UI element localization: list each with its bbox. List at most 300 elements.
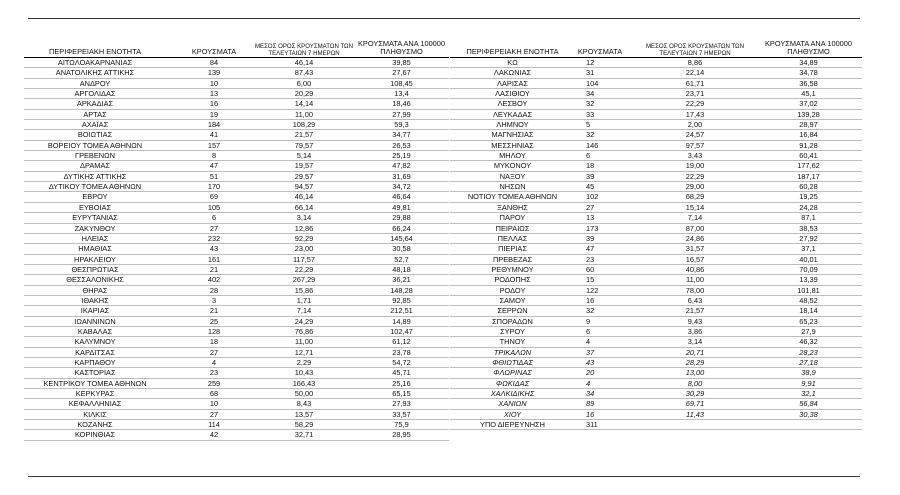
cases-cell: 21 — [209, 264, 219, 274]
cases-cell: 27 — [209, 409, 219, 419]
table-row — [450, 89, 862, 99]
avg7-cell: 17,43 — [685, 109, 705, 119]
table-row — [24, 379, 449, 389]
cases-cell: 139 — [207, 68, 221, 78]
table-row — [24, 317, 449, 327]
per100k-cell: 34,78 — [799, 68, 818, 78]
avg7-cell: 19,57 — [294, 161, 314, 171]
table-row — [24, 234, 449, 244]
cases-cell: 47 — [209, 161, 219, 171]
region-cell: ΠΕΛΛΑΣ — [497, 233, 528, 243]
table-row — [450, 379, 862, 389]
per100k-cell: 40,01 — [799, 254, 818, 264]
avg7-cell: 21,57 — [685, 306, 705, 316]
per100k-cell: 16,84 — [799, 130, 818, 140]
cases-cell: 128 — [207, 326, 221, 336]
cases-cell: 41 — [209, 130, 219, 140]
per100k-cell: 56,84 — [799, 399, 818, 409]
region-cell: ΠΕΙΡΑΙΩΣ — [495, 223, 530, 233]
avg7-cell: 6,00 — [296, 78, 312, 88]
region-cell: ΚΕΝΤΡΙΚΟΥ ΤΟΜΕΑ ΑΘΗΝΩΝ — [43, 378, 147, 388]
avg7-cell: 11,00 — [295, 109, 313, 119]
region-cell: ΛΑΣΙΘΙΟΥ — [495, 89, 530, 99]
avg7-cell: 46,14 — [294, 58, 314, 67]
cases-cell: 27 — [586, 202, 595, 212]
per100k-cell: 25,16 — [392, 378, 411, 388]
table-row — [450, 172, 862, 182]
region-cell: ΒΟΡΕΙΟΥ ΤΟΜΕΑ ΑΘΗΝΩΝ — [47, 140, 143, 150]
cases-cell: 27 — [209, 223, 219, 233]
per100k-cell: 108,45 — [390, 78, 413, 88]
region-cell: ΧΑΝΙΩΝ — [498, 399, 527, 409]
table-body — [450, 57, 862, 430]
cases-cell: 39 — [586, 171, 595, 181]
table-row — [24, 151, 449, 161]
avg7-cell: 31,57 — [685, 244, 705, 254]
cases-cell: 39 — [586, 233, 595, 243]
avg7-cell: 21,57 — [294, 130, 314, 140]
cases-cell: 47 — [586, 244, 595, 254]
per100k-cell: 65,23 — [799, 316, 818, 326]
avg7-cell: 166,43 — [292, 378, 316, 388]
region-cell: ΚΕΡΚΥΡΑΣ — [75, 389, 115, 398]
cases-cell: 4 — [586, 337, 591, 347]
table-row — [450, 306, 862, 316]
cases-cell: 34 — [586, 389, 595, 398]
region-cell: ΛΑΚΩΝΙΑΣ — [493, 68, 532, 78]
region-cell: ΑΙΤΩΛΟΑΚΑΡΝΑΝΙΑΣ — [57, 58, 133, 67]
cases-cell: 45 — [586, 182, 595, 192]
region-cell: ΤΡΙΚΑΛΩΝ — [493, 347, 532, 357]
table-row — [450, 286, 862, 296]
avg7-cell: 23,00 — [294, 244, 314, 254]
cases-cell: 5 — [586, 120, 591, 130]
avg7-cell: 15,86 — [294, 285, 314, 295]
avg7-cell: 94,57 — [294, 182, 314, 192]
region-cell: ΜΗΛΟΥ — [499, 151, 526, 161]
cases-cell: 43 — [586, 357, 595, 367]
region-cell: ΘΕΣΣΑΛΟΝΙΚΗΣ — [66, 275, 124, 285]
per100k-cell: 60,28 — [799, 182, 818, 192]
region-cell: ΕΥΒΟΙΑΣ — [78, 202, 112, 212]
avg7-cell: 68,29 — [685, 192, 705, 202]
header-avg7: ΜΕΣΟΣ ΟΡΟΣ ΚΡΟΥΣΜΑΤΩΝ ΤΩΝ ΤΕΛΕΥΤΑΙΩΝ 7 ΗΜΕΡΩΝ — [645, 43, 745, 57]
table-row — [24, 224, 449, 234]
cases-cell: 259 — [207, 378, 221, 388]
table-row — [450, 296, 862, 306]
table-row — [24, 389, 449, 399]
per100k-cell: 87,1 — [801, 213, 816, 223]
region-cell: ΠΡΕΒΕΖΑΣ — [492, 254, 533, 264]
table-row — [24, 79, 449, 89]
avg7-cell: 20,29 — [294, 89, 314, 99]
cases-cell: 6 — [211, 213, 217, 223]
region-cell: ΚΕΦΑΛΛΗΝΙΑΣ — [68, 399, 122, 409]
table-row — [450, 234, 862, 244]
per100k-cell: 13,39 — [799, 275, 818, 285]
per100k-cell: 27,92 — [799, 233, 818, 243]
table-row — [24, 130, 449, 140]
table-row — [450, 130, 862, 140]
table-row — [450, 224, 862, 234]
per100k-cell: 91,28 — [799, 140, 818, 150]
per100k-cell: 25,19 — [392, 151, 411, 161]
region-cell: ΑΧΑΪΑΣ — [81, 120, 109, 130]
table-body — [24, 57, 449, 441]
per100k-cell: 27,99 — [392, 109, 411, 119]
table-row — [450, 317, 862, 327]
cases-cell: 37 — [586, 347, 595, 357]
avg7-cell: 97,57 — [685, 140, 705, 150]
table-row — [450, 410, 862, 420]
avg7-cell: 15,14 — [685, 202, 705, 212]
avg7-cell: 12,86 — [294, 223, 314, 233]
avg7-cell: 8,86 — [687, 58, 703, 67]
region-cell: ΡΟΔΟΠΗΣ — [494, 275, 531, 285]
per100k-cell: 187,17 — [797, 171, 820, 181]
avg7-cell: 10,43 — [294, 368, 314, 378]
per100k-cell: 14,89 — [392, 316, 411, 326]
table-row — [24, 296, 449, 306]
cases-cell: 173 — [586, 223, 599, 233]
region-cell: ΖΑΚΥΝΘΟΥ — [74, 223, 116, 233]
table-row — [450, 79, 862, 89]
per100k-cell: 29,88 — [392, 213, 411, 223]
header-per100k: ΚΡΟΥΣΜΑΤΑ ΑΝΑ 100000 ΠΛΗΘΥΣΜΟ — [357, 38, 446, 57]
avg7-cell: 11,43 — [686, 409, 704, 419]
per100k-cell: 39,85 — [392, 58, 411, 67]
per100k-cell: 102,47 — [390, 326, 413, 336]
per100k-cell: 28,95 — [392, 430, 411, 440]
cases-cell: 27 — [209, 347, 219, 357]
header-cases: ΚΡΟΥΣΜΑΤΑ — [191, 47, 237, 57]
region-cell: ΑΡΓΟΛΙΔΑΣ — [74, 89, 116, 99]
avg7-cell: 46,14 — [294, 192, 314, 202]
cases-cell: 68 — [209, 389, 219, 398]
cases-cell: 146 — [586, 140, 599, 150]
region-cell: ΑΡΚΑΔΙΑΣ — [76, 99, 114, 109]
per100k-cell: 47,82 — [392, 161, 411, 171]
cases-cell: 13 — [209, 89, 219, 99]
avg7-cell: 6,43 — [687, 295, 703, 305]
table-row — [24, 68, 449, 78]
region-cell: ΙΚΑΡΙΑΣ — [80, 306, 110, 316]
region-cell: ΔΥΤΙΚΟΥ ΤΟΜΕΑ ΑΘΗΝΩΝ — [48, 182, 142, 192]
table-row — [24, 182, 449, 192]
cases-cell: 9 — [586, 316, 591, 326]
per100k-cell: 18,14 — [799, 306, 818, 316]
per100k-cell: 48,18 — [392, 264, 411, 274]
avg7-cell: 14,14 — [294, 99, 314, 109]
cases-cell: 25 — [209, 316, 219, 326]
table-row — [450, 213, 862, 223]
avg7-cell: 2,29 — [296, 357, 312, 367]
per100k-cell: 148,28 — [390, 285, 413, 295]
per100k-cell: 48,52 — [799, 295, 818, 305]
table-row — [24, 275, 449, 285]
table-row — [24, 120, 449, 130]
region-cell: ΛΑΡΙΣΑΣ — [497, 78, 528, 88]
region-cell: ΓΡΕΒΕΝΩΝ — [75, 151, 115, 161]
avg7-cell: 5,14 — [296, 151, 312, 161]
table-row — [24, 172, 449, 182]
avg7-cell: 23,71 — [685, 89, 705, 99]
cases-cell: 10 — [209, 399, 219, 409]
table-row — [24, 203, 449, 213]
avg7-cell: 3,43 — [687, 151, 703, 161]
cases-cell: 89 — [586, 399, 595, 409]
cases-cell: 69 — [209, 192, 219, 202]
cases-cell: 15 — [586, 275, 595, 285]
per100k-cell: 145,64 — [390, 233, 413, 243]
cases-cell: 18 — [209, 337, 219, 347]
region-cell: ΣΕΡΡΩΝ — [497, 306, 528, 316]
cases-cell: 114 — [208, 420, 220, 430]
cases-cell: 84 — [209, 58, 219, 67]
region-cell: ΘΕΣΠΡΩΤΙΑΣ — [71, 264, 119, 274]
per100k-cell: 92,85 — [392, 295, 411, 305]
avg7-cell: 267,29 — [292, 275, 316, 285]
avg7-cell: 117,57 — [292, 254, 316, 264]
top-rule — [28, 18, 860, 19]
table-row — [24, 358, 449, 368]
region-cell: ΒΟΙΩΤΙΑΣ — [77, 130, 113, 140]
region-cell: ΠΙΕΡΙΑΣ — [498, 244, 527, 254]
per100k-cell: 45,71 — [392, 368, 411, 378]
avg7-cell: 22,14 — [685, 68, 705, 78]
regional-cases-table-right — [450, 38, 862, 430]
avg7-cell: 13,00 — [685, 368, 705, 378]
cases-cell: 43 — [209, 244, 219, 254]
avg7-cell: 2,00 — [687, 120, 703, 130]
table-row — [450, 58, 862, 68]
cases-cell: 51 — [209, 171, 219, 181]
cases-cell: 16 — [586, 409, 595, 419]
region-cell: ΗΜΑΘΙΑΣ — [78, 244, 112, 254]
avg7-cell: 30,29 — [685, 389, 705, 398]
region-cell: ΔΡΑΜΑΣ — [80, 161, 110, 171]
region-cell: ΜΑΓΝΗΣΙΑΣ — [491, 130, 534, 140]
cases-cell: 104 — [586, 78, 599, 88]
per100k-cell: 36,58 — [799, 78, 818, 88]
header-avg7: ΜΕΣΟΣ ΟΡΟΣ ΚΡΟΥΣΜΑΤΩΝ ΤΩΝ ΤΕΛΕΥΤΑΙΩΝ 7 ΗΜΕΡΩΝ — [254, 43, 354, 57]
per100k-cell: 34,89 — [799, 58, 818, 67]
cases-cell: 10 — [209, 78, 219, 88]
per100k-cell: 9,91 — [801, 378, 816, 388]
cases-cell: 34 — [586, 89, 595, 99]
avg7-cell: 40,86 — [685, 264, 705, 274]
per100k-cell: 54,72 — [392, 357, 411, 367]
avg7-cell: 66,14 — [294, 202, 314, 212]
region-cell: ΣΑΜΟΥ — [499, 295, 526, 305]
table-row — [24, 410, 449, 420]
region-cell: ΛΗΜΝΟΥ — [496, 120, 529, 130]
cases-cell: 33 — [586, 109, 595, 119]
per100k-cell: 26,53 — [392, 140, 411, 150]
per100k-cell: 33,57 — [392, 409, 411, 419]
table-row — [24, 265, 449, 275]
avg7-cell: 12,71 — [294, 347, 314, 357]
avg7-cell: 7,14 — [687, 213, 703, 223]
cases-cell: 32 — [586, 99, 595, 109]
region-cell: ΣΥΡΟΥ — [500, 326, 525, 336]
per100k-cell: 31,69 — [392, 171, 411, 181]
per100k-cell: 32,1 — [801, 389, 816, 398]
cases-cell: 28 — [209, 285, 219, 295]
table-row — [24, 141, 449, 151]
avg7-cell: 16,57 — [685, 254, 705, 264]
avg7-cell: 87,43 — [294, 68, 314, 78]
table-row — [450, 348, 862, 358]
per100k-cell: 139,28 — [797, 109, 820, 119]
region-cell: ΜΕΣΣΗΝΙΑΣ — [491, 140, 534, 150]
region-cell: ΧΙΟΥ — [503, 409, 522, 419]
avg7-cell: 29,57 — [294, 171, 314, 181]
cases-cell: 170 — [207, 182, 221, 192]
per100k-cell: 46,64 — [392, 192, 411, 202]
per100k-cell: 27,9 — [801, 326, 816, 336]
per100k-cell: 30,58 — [392, 244, 411, 254]
region-cell: ΦΩΚΙΔΑΣ — [495, 378, 530, 388]
avg7-cell: 24,57 — [685, 130, 705, 140]
cases-cell: 19 — [209, 109, 219, 119]
cases-cell: 4 — [211, 357, 217, 367]
per100k-cell: 24,28 — [799, 202, 818, 212]
region-cell: ΠΑΡΟΥ — [499, 213, 526, 223]
avg7-cell: 61,71 — [685, 78, 705, 88]
table-row — [450, 110, 862, 120]
per100k-cell: 177,62 — [797, 161, 820, 171]
region-cell: ΔΥΤΙΚΗΣ ΑΤΤΙΚΗΣ — [63, 171, 127, 181]
region-cell: ΛΕΥΚΑΔΑΣ — [492, 109, 533, 119]
region-cell: ΙΘΑΚΗΣ — [81, 295, 109, 305]
avg7-cell: 22,29 — [685, 171, 705, 181]
table-row — [450, 399, 862, 409]
cases-cell: 13 — [586, 213, 595, 223]
table-row — [24, 192, 449, 202]
cases-cell: 60 — [586, 264, 595, 274]
cases-cell: 157 — [207, 140, 221, 150]
region-cell: ΕΒΡΟΥ — [82, 192, 108, 202]
region-cell: ΝΗΣΩΝ — [499, 182, 526, 192]
region-cell: ΚΟΖΑΝΗΣ — [77, 420, 113, 430]
table-row — [450, 420, 862, 430]
per100k-cell: 38,53 — [799, 223, 818, 233]
table-row — [24, 213, 449, 223]
table-row — [450, 358, 862, 368]
region-cell: ΜΥΚΟΝΟΥ — [493, 161, 532, 171]
avg7-cell: 79,57 — [294, 140, 314, 150]
cases-cell: 105 — [207, 202, 221, 212]
cases-cell: 6 — [586, 326, 591, 336]
avg7-cell: 50,00 — [294, 389, 314, 398]
region-cell: ΚΟΡΙΝΘΙΑΣ — [74, 430, 116, 440]
per100k-cell: 28,97 — [799, 120, 818, 130]
avg7-cell: 3,86 — [687, 326, 703, 336]
table-row — [450, 275, 862, 285]
region-cell: ΝΑΞΟΥ — [499, 171, 526, 181]
cases-cell: 32 — [586, 306, 595, 316]
table-row — [24, 430, 449, 440]
region-cell: ΚΑΡΠΑΘΟΥ — [74, 357, 116, 367]
region-cell: ΚΑΣΤΟΡΙΑΣ — [74, 368, 116, 378]
table-row — [24, 244, 449, 254]
header-region: ΠΕΡΙΦΕΡΕΙΑΚΗ ΕΝΟΤΗΤΑ — [466, 47, 559, 57]
avg7-cell: 8,00 — [687, 378, 703, 388]
table-row — [24, 255, 449, 265]
table-row — [450, 161, 862, 171]
avg7-cell: 1,71 — [296, 295, 312, 305]
region-cell: ΛΕΣΒΟΥ — [497, 99, 528, 109]
table-header — [450, 38, 862, 57]
avg7-cell: 87,00 — [685, 223, 705, 233]
region-cell: ΚΑΡΔΙΤΣΑΣ — [75, 347, 115, 357]
table-row — [24, 399, 449, 409]
table-row — [450, 141, 862, 151]
region-cell: ΑΝΔΡΟΥ — [79, 78, 111, 88]
table-row — [450, 337, 862, 347]
header-cases: ΚΡΟΥΣΜΑΤΑ — [577, 47, 623, 57]
per100k-cell: 65,15 — [392, 389, 411, 398]
per100k-cell: 46,32 — [799, 337, 818, 347]
avg7-cell: 11,00 — [295, 337, 313, 347]
per100k-cell: 30,38 — [799, 409, 818, 419]
region-cell: ΕΥΡΥΤΑΝΙΑΣ — [72, 213, 118, 223]
avg7-cell: 32,71 — [294, 430, 314, 440]
cases-cell: 32 — [586, 130, 595, 140]
cases-cell: 16 — [209, 99, 219, 109]
region-cell: ΦΘΙΩΤΙΔΑΣ — [492, 357, 533, 367]
cases-cell: 184 — [207, 120, 221, 130]
table-row — [24, 368, 449, 378]
cases-cell: 8 — [211, 151, 217, 161]
table-row — [24, 99, 449, 109]
cases-cell: 20 — [586, 368, 595, 378]
region-cell: ΡΕΘΥΜΝΟΥ — [491, 264, 534, 274]
avg7-cell: 24,86 — [685, 233, 705, 243]
per100k-cell: 13,4 — [394, 89, 409, 99]
avg7-cell: 92,29 — [294, 233, 314, 243]
header-per100k: ΚΡΟΥΣΜΑΤΑ ΑΝΑ 100000 ΠΛΗΘΥΣΜΟ — [764, 38, 853, 57]
region-cell: ΝΟΤΙΟΥ ΤΟΜΕΑ ΑΘΗΝΩΝ — [467, 192, 558, 202]
per100k-cell: 36,21 — [392, 275, 411, 285]
table-row — [450, 255, 862, 265]
per100k-cell: 52,7 — [394, 254, 409, 264]
cases-cell: 6 — [586, 151, 591, 161]
region-cell: ΚΩ — [507, 58, 518, 67]
region-cell: ΗΛΕΙΑΣ — [81, 233, 109, 243]
region-cell: ΡΟΔΟΥ — [499, 285, 526, 295]
table-row — [24, 58, 449, 68]
per100k-cell: 27,93 — [392, 399, 411, 409]
table-row — [24, 327, 449, 337]
region-cell: ΘΗΡΑΣ — [82, 285, 108, 295]
avg7-cell: 28,29 — [685, 357, 705, 367]
per100k-cell: 45,1 — [801, 89, 816, 99]
table-row — [450, 151, 862, 161]
per100k-cell: 18,46 — [392, 99, 411, 109]
avg7-cell: 22,29 — [685, 99, 705, 109]
region-cell: ΗΡΑΚΛΕΙΟΥ — [74, 254, 116, 264]
region-cell: ΑΝΑΤΟΛΙΚΗΣ ΑΤΤΙΚΗΣ — [55, 68, 135, 78]
avg7-cell: 69,71 — [685, 399, 705, 409]
table-row — [24, 286, 449, 296]
avg7-cell: 58,29 — [294, 420, 314, 430]
cases-cell: 3 — [211, 295, 217, 305]
table-row — [450, 99, 862, 109]
per100k-cell: 61,12 — [392, 337, 411, 347]
per100k-cell: 75,9 — [394, 420, 409, 430]
